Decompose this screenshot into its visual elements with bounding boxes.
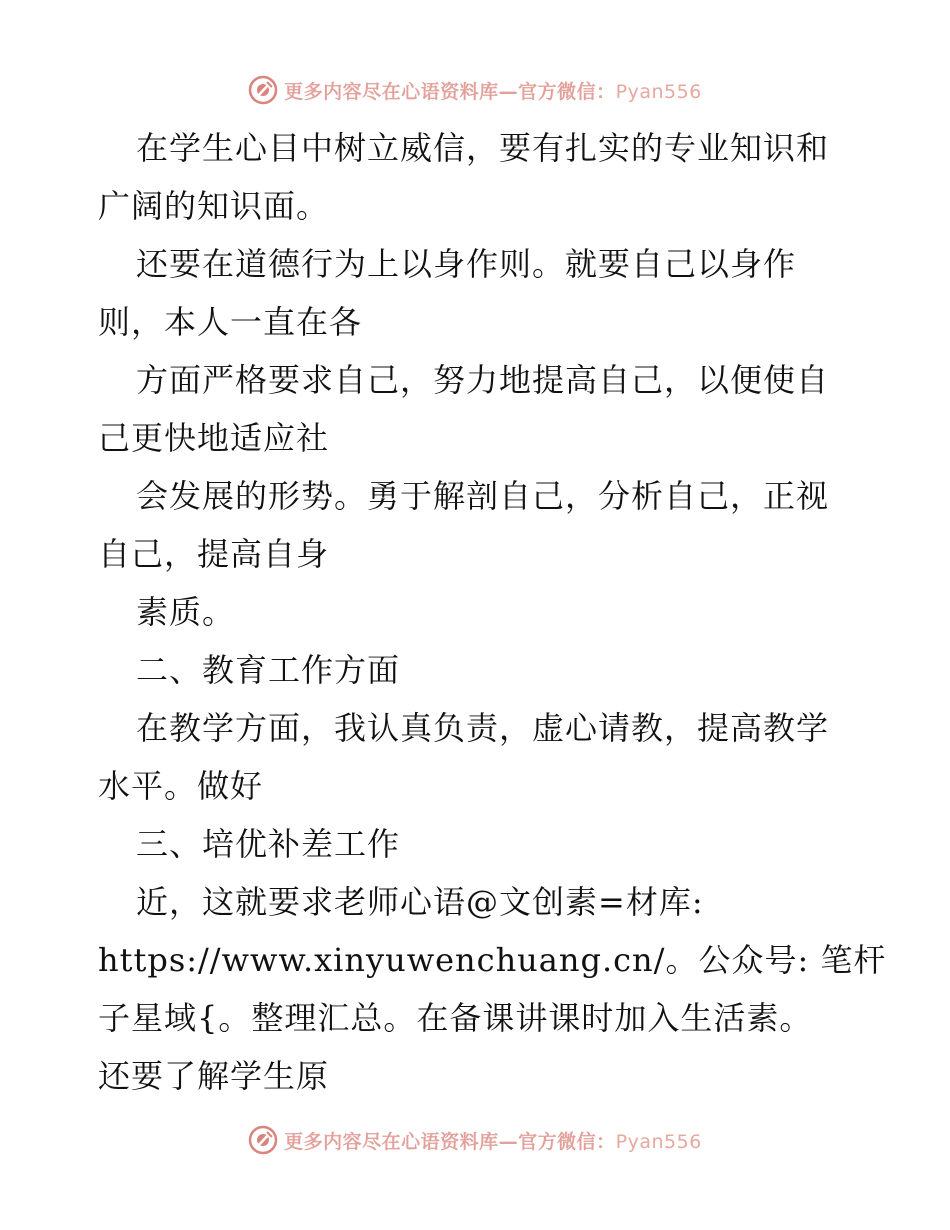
paragraph-line: 近，这就要求老师心语@文创素=材库:: [136, 883, 704, 921]
paragraph-line: 在学生心目中树立威信，要有扎实的专业知识和: [136, 129, 830, 167]
section-heading: 二、教育工作方面: [136, 651, 401, 689]
paragraph-line: 水平。做好: [98, 767, 264, 805]
header-text: 更多内容尽在心语资料库—官方微信：Pyan556: [284, 80, 702, 103]
section-heading: 三、培优补差工作: [136, 825, 401, 863]
paragraph-line: 方面严格要求自己，努力地提高自己，以便使自: [136, 361, 830, 399]
header-handle: Pyan556: [615, 80, 702, 103]
paragraph-line: 子星域{。整理汇总。在备课讲课时加入生活素。: [98, 999, 813, 1037]
footer-text: 更多内容尽在心语资料库—官方微信：Pyan556: [284, 1130, 702, 1153]
paragraph-line: 自己，提高自身: [98, 535, 330, 573]
seal-logo-icon: [248, 1125, 278, 1155]
paragraph-line-url: https://www.xinyuwenchuang.cn/。公众号: 笔杆: [98, 941, 887, 979]
paragraph-line: 广阔的知识面。: [98, 187, 330, 225]
paragraph-line: 素质。: [136, 593, 236, 631]
paragraph-line: 己更快地适应社: [98, 419, 330, 457]
paragraph-line: 在教学方面，我认真负责，虚心请教，提高教学: [136, 709, 830, 747]
paragraph-line: 则，本人一直在各: [98, 303, 363, 341]
document-body: [98, 119, 887, 1105]
paragraph-line: 还要了解学生原: [98, 1057, 330, 1095]
paragraph-line: 会发展的形势。勇于解剖自己，分析自己，正视: [136, 477, 830, 515]
footer-banner: [0, 1120, 950, 1160]
paragraph-line: 还要在道德行为上以身作则。就要自己以身作: [136, 245, 797, 283]
seal-logo-icon: [248, 75, 278, 105]
header-banner: [0, 70, 950, 110]
footer-handle: Pyan556: [615, 1130, 702, 1153]
